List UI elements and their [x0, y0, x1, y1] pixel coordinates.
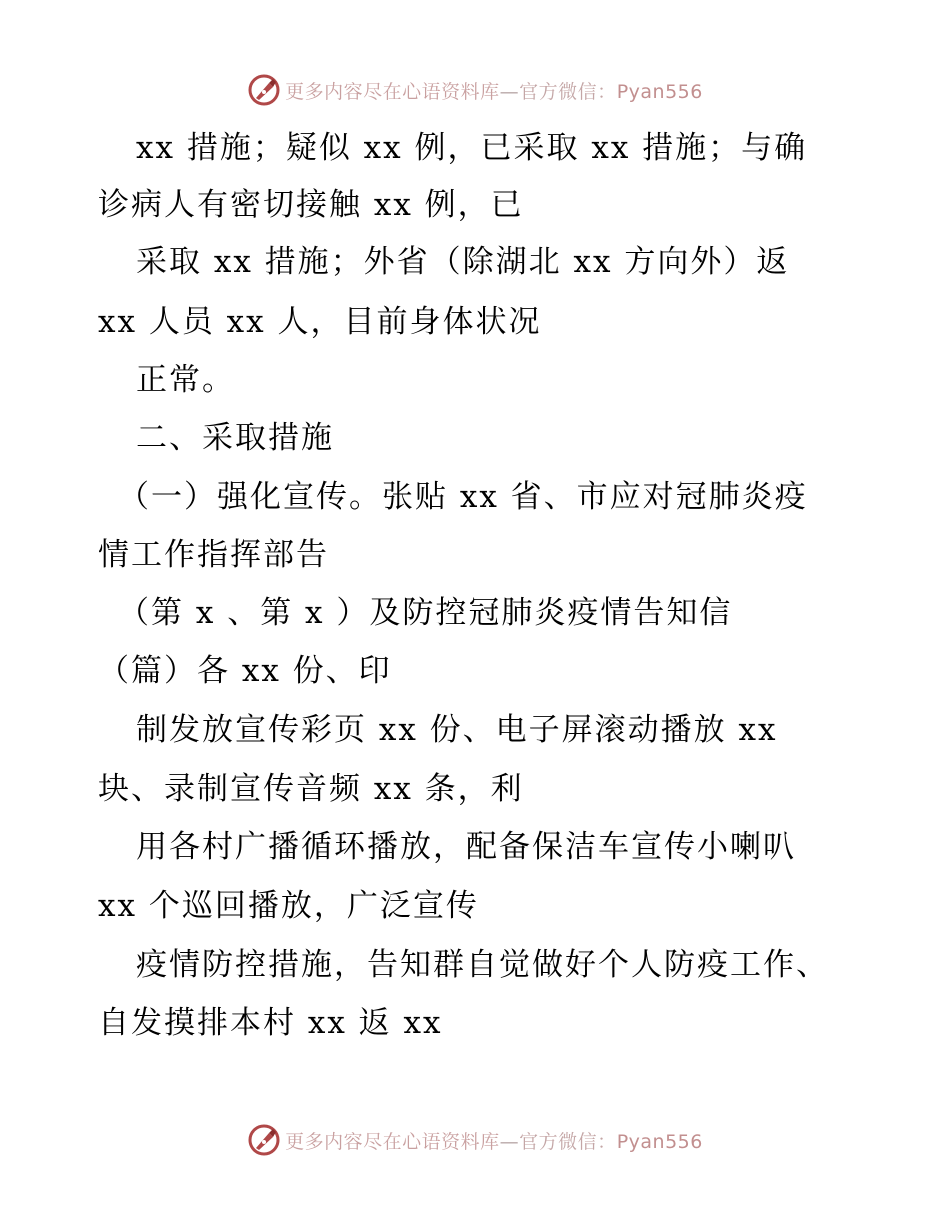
watermark-site-name: 更多内容尽在心语资料库: [285, 1130, 500, 1153]
text-line: 块、录制宣传音频 xx 条，利: [98, 771, 524, 807]
watermark-site-name: 更多内容尽在心语资料库: [285, 80, 500, 103]
text-line: xx 措施；疑似 xx 例，已采取 xx 措施；与确: [136, 130, 808, 166]
watermark-wechat-label: 官方微信：: [519, 1130, 617, 1153]
text-line: 制发放宣传彩页 xx 份、电子屏滚动播放 xx: [136, 712, 778, 748]
text-line: 采取 xx 措施；外省（除湖北 xx 方向外）返: [136, 244, 790, 280]
text-line: 用各村广播循环播放，配备保洁车宣传小喇叭: [136, 829, 796, 865]
watermark-dash: —: [499, 80, 520, 103]
text-line: （篇）各 xx 份、印: [98, 653, 392, 689]
footer-watermark: [0, 1120, 950, 1160]
watermark-wechat-id: Pyan556: [616, 1130, 703, 1153]
text-line: xx 人员 xx 人，目前身体状况: [98, 304, 542, 340]
pen-nib-seal-icon: [247, 1123, 281, 1157]
header-watermark: [0, 70, 950, 110]
text-line: 疫情防控措施，告知群自觉做好个人防疫工作、: [136, 947, 829, 983]
text-line: 正常。: [136, 362, 235, 398]
text-line: （第 x 、第 x ）及防控冠肺炎疫情告知信: [118, 595, 733, 631]
watermark-wechat-id: Pyan556: [616, 80, 703, 103]
watermark-wechat-label: 官方微信：: [519, 80, 617, 103]
text-line: 情工作指挥部告: [98, 537, 329, 573]
watermark-dash: —: [499, 1130, 520, 1153]
text-line: 自发摸排本村 xx 返 xx: [98, 1005, 443, 1041]
section-heading: 二、采取措施: [136, 420, 334, 456]
text-line: 诊病人有密切接触 xx 例，已: [98, 187, 524, 223]
pen-nib-seal-icon: [247, 73, 281, 107]
text-line: xx 个巡回播放，广泛宣传: [98, 888, 479, 924]
text-line: （一）强化宣传。张贴 xx 省、市应对冠肺炎疫: [118, 479, 808, 515]
